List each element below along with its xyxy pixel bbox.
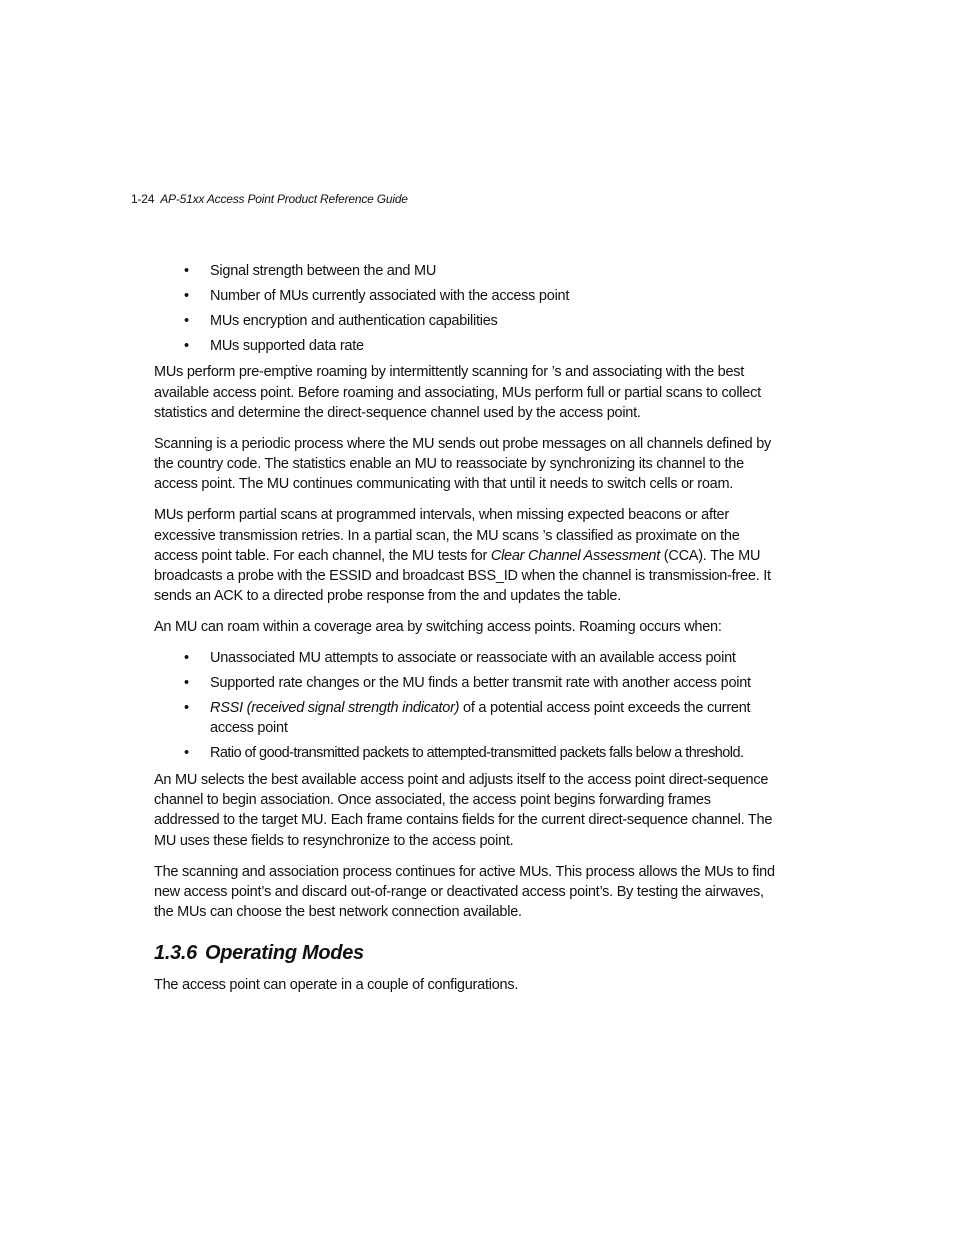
roaming-conditions-list [154, 648, 776, 764]
bullet-icon: • [184, 700, 189, 717]
list-item: • Signal strength between the and MU [154, 261, 776, 281]
guide-title: AP-51xx Access Point Product Reference Guide [160, 192, 408, 206]
bullet-icon: • [184, 287, 189, 304]
list-item: • Number of MUs currently associated with the access point [154, 286, 776, 306]
bullet-icon: • [184, 312, 189, 329]
bullet-icon: • [184, 263, 189, 279]
page-number: 1-24 [131, 192, 155, 206]
list-item: • Ratio of good-transmitted packets to attempted-transmitted packets falls below a threshold. [154, 743, 776, 763]
list-item: • MUs encryption and authentication capabilities [154, 311, 776, 331]
bullet-icon: • [184, 337, 189, 354]
paragraph-association: An MU selects the best available access point and adjusts itself to the access point direct-sequence channel to begin association. Once associated, the access point begins forwarding frames addressed to the target MU. Each frame contains fields for the current direct-sequence channel. The MU uses these fields to resynchronize to the access point. [154, 771, 773, 849]
paragraph-preemptive-roaming: MUs perform pre-emptive roaming by intermittently scanning for ’s and associating with the best available access point. Before roaming and associating, MUs perform full or partial scans to collect statistics and determine the direct-sequence channel used by the access point. [154, 364, 761, 421]
list-item: • RSSI (received signal strength indicator) of a potential access point exceeds the current access point [184, 700, 751, 737]
running-header [131, 192, 408, 206]
bullet-icon: • [184, 675, 189, 692]
list-item: • Unassociated MU attempts to associate or reassociate with an available access point [154, 648, 776, 668]
list-item: • Supported rate changes or the MU finds a better transmit rate with another access point [154, 673, 776, 693]
bullet-icon: • [184, 650, 189, 667]
paragraph-operating-modes: The access point can operate in a couple of configurations. [154, 977, 519, 994]
paragraph-scanning-continues: The scanning and association process continues for active MUs. This process allows the MUs to find new access point’s and discard out-of-range or deactivated access point’s. By testing the airwaves, the MUs can choose the best network connection available. [154, 863, 775, 921]
mu-criteria-list [154, 261, 776, 356]
paragraph-partial-scans: MUs perform partial scans at programmed intervals, when missing expected beacons or after excessive transmission retries. In a partial scan, the MU scans ’s classified as proximate on the access point table. For each channel, the MU tests for Clear Channel Assessment (CCA). The MU broadcasts a probe with the ESSID and broadcast BSS_ID when the channel is transmission-free. It sends an ACK to a directed probe response from the and updates the table. [154, 507, 771, 605]
section-heading [154, 941, 776, 965]
bullet-icon: • [184, 745, 189, 762]
paragraph-scanning: Scanning is a periodic process where the MU sends out probe messages on all channels defined by the country code. The statistics enable an MU to reassociate by synchronizing its channel to the access point. The MU continues communicating with that until it needs to switch cells or roam. [154, 435, 772, 493]
cca-term: Clear Channel Assessment [490, 547, 660, 564]
rssi-term: RSSI (received signal strength indicator) [210, 700, 460, 717]
page-content [154, 261, 776, 1006]
section-number: 1.3.6 [154, 942, 197, 965]
list-item: • MUs supported data rate [154, 336, 776, 356]
paragraph-roaming-intro: An MU can roam within a coverage area by switching access points. Roaming occurs when: [154, 619, 722, 636]
section-title: Operating Modes [204, 942, 364, 965]
